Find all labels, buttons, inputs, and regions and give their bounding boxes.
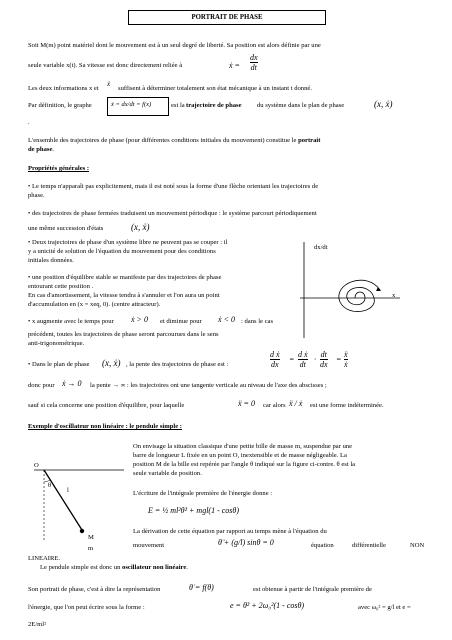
xdot-positive-eq: ẋ > 0 — [131, 315, 148, 324]
pendulum-p1-line4: seule variable de position. — [133, 470, 202, 477]
intro-line1: Soit M(m) point matériel dont le mouvement est à un seul degré de liberté. Sa position est alors définie par une — [28, 42, 321, 49]
intro-line2: seule variable x(t). Sa vitesse est donc directement reliée à — [28, 62, 183, 69]
intro-line3b: suffisent à déterminer totalement son état mécanique à un instant t donné. — [118, 85, 312, 92]
property-7a: donc pour — [28, 382, 55, 389]
property-5-line3: anti-trigonométrique. — [28, 340, 85, 347]
intro-bold-trajectoire: trajectoire de phase — [186, 102, 242, 109]
property-4-line2: entourant cette position . — [28, 283, 94, 290]
pendulum-label-M: M — [88, 534, 94, 541]
pendulum-p3-end: LINEAIRE. — [28, 555, 61, 562]
velocity-eq-fraction — [250, 53, 258, 72]
pendulum-label-m: m — [88, 545, 94, 552]
property-2-line2: une même succession d'états — [28, 225, 104, 232]
intro-line5: L'ensemble des trajectoires de phase (pour différentes conditions initiales du mouvement) constitue le portrait — [28, 137, 321, 144]
slope-times: · — [314, 355, 316, 364]
spiral-trajectory — [339, 280, 380, 311]
slope-fraction-3: dt dx — [320, 350, 328, 369]
slope-equals-2: = — [336, 355, 342, 364]
pendulum-p3-line1: La dérivation de cette équation par rapport au temps mène à l'équation du — [133, 528, 327, 535]
xddot-over-xdot: ẍ / ẋ — [289, 399, 303, 408]
footer-line1a: Son portrait de phase, c'est à dire la représentation — [28, 586, 161, 593]
property-3-line2: y a unicité de solution de l'équation du mouvement pour des conditions — [28, 248, 216, 255]
motion-equation: θ̈ + (g/l) sinθ = 0 — [218, 538, 274, 547]
property-5-line2: précédent, toutes les trajectoires de phase seront parcourues dans le sens — [28, 331, 219, 338]
property-6a: • Dans le plan de phase — [28, 361, 90, 368]
xdot-to-zero-eq: ẋ → 0 — [62, 379, 82, 388]
phase-plot-ylabel: dx/dt — [314, 244, 328, 251]
pendulum-p3-equation: équation — [311, 542, 334, 549]
property-4-line4: d'accumulation en (x = xeq, 0). (centre attracteur). — [28, 301, 161, 308]
footer-phase-eq: θ̇ = f(θ) — [189, 583, 214, 592]
graph-definition-box — [107, 97, 169, 116]
footer-line1b: est obtenue à partir de l'intégrale première de — [253, 586, 372, 593]
pendulum-label-O: O — [34, 462, 39, 469]
pendulum-figure — [34, 452, 129, 544]
slope-equals-1: = — [289, 355, 295, 364]
footer-line2b: avec ω₀² = g/l et e = — [358, 604, 411, 611]
velocity-eq-den: dt — [250, 63, 257, 72]
intro-line4b: est la — [171, 102, 185, 109]
pendulum-heading: Exemple d'oscillateur non linéaire : le pendule simple : — [28, 423, 182, 430]
pendulum-p3-differentielle: différentielle — [352, 542, 386, 549]
pendulum-label-theta: θ — [48, 482, 52, 489]
property-7b: la pente → ∞ : les trajectoires ont une tangente verticale au niveau de l'axe des abscisses ; — [90, 382, 327, 389]
slope-fraction-1: d ẋ dx — [270, 350, 280, 369]
phase-plot-xlabel: x — [392, 292, 396, 299]
property-4-line1: • une position d'équilibre stable se manifeste par des trajectoires de phase — [28, 274, 222, 281]
phase-portrait-figure — [292, 240, 404, 340]
intro-line6: de phase. — [28, 146, 55, 153]
property-1-line2: phase. — [28, 192, 45, 199]
intro-line4a: Par définition, le graphe — [28, 102, 92, 109]
page-title: PORTRAIT DE PHASE — [128, 10, 326, 25]
property-6b: , la pente des trajectoires de phase est : — [126, 361, 229, 368]
footer-line2a: l'énergie, que l'on peut écrire sous la forme : — [28, 604, 145, 611]
phase-plane-symbol-2: (x, ẋ) — [102, 358, 121, 368]
footer-line3: 2E/ml² — [28, 621, 47, 628]
property-8b: car alors — [263, 402, 286, 409]
pendulum-p2: L'écriture de l'intégrale première de l'énergie donne : — [133, 490, 273, 497]
intro-dot: . — [28, 119, 30, 126]
footer-energy-eq: e = θ̇² + 2ω₀²(1 - cosθ) — [230, 601, 305, 610]
xddot-zero-eq: ẍ = 0 — [238, 399, 255, 408]
pendulum-p3-mouvement: mouvement — [133, 542, 165, 549]
property-1-line1: • Le temps n'apparaît pas explicitement, mais il est noté sous la forme d'une flèche orientant les trajectoires de — [28, 183, 319, 190]
xdot-negative-eq: ẋ < 0 — [218, 315, 235, 324]
pendulum-p1-line1: On envisage la situation classique d'une petite bille de masse m, suspendue par une — [133, 443, 353, 450]
velocity-eq-num: dx — [250, 53, 258, 62]
pendulum-label-l: l — [67, 487, 69, 494]
properties-heading: Propriétés générales : — [28, 165, 90, 172]
property-5-line1c: : dans le cas — [241, 318, 274, 325]
velocity-eq-left: ẋ = — [229, 61, 240, 70]
property-3-line1: • Deux trajectoires de phase d'un système libre ne peuvent pas se couper : il — [28, 239, 228, 246]
slope-fraction-4: ẍ ẋ — [344, 350, 348, 369]
state-symbol: (x, ẋ) — [131, 222, 150, 232]
property-5-line1b: et diminue pour — [160, 318, 202, 325]
phase-plane-symbol: (x, ẋ) — [374, 99, 393, 109]
graph-definition-eq: ẋ = dx/dt = f(x) — [111, 101, 152, 108]
property-5-line1a: • x augmente avec le temps pour — [28, 318, 114, 325]
pendulum-p1-line3: position M de la bille est repérée par l'angle θ indiqué sur la figure ci-contre. θ est la — [133, 461, 356, 468]
pendulum-p4: Le pendule simple est donc un oscillateur non linéaire. — [40, 564, 188, 571]
property-4-line3: En cas d'amortissement, la vitesse tendra à s'annuler et l'on aura un point — [28, 292, 220, 299]
property-3-line3: initiales données. — [28, 257, 74, 264]
intro-line4c: du système dans le plan de phase — [257, 102, 345, 109]
slope-fraction-2: d ẋ dt — [298, 350, 308, 369]
pendulum-rod — [44, 470, 82, 530]
xdot-symbol: ẋ — [107, 80, 111, 88]
energy-equation: E = ½ ml²θ̇² + mgl(1 - cosθ) — [148, 506, 239, 515]
property-8a: sauf si cela concerne une position d'équilibre, pour laquelle — [28, 402, 185, 409]
pendulum-p1-line2: barre de longueur L fixée en un point O, inextensible et de masse négligeable. La — [133, 452, 347, 459]
pendulum-p3-non: NON — [410, 542, 425, 549]
property-2-line1: • des trajectoires de phase fermées traduisent un mouvement périodique : le système parcourt périodiquement — [28, 210, 317, 217]
pendulum-bob — [80, 529, 84, 533]
property-8c: est une forme indéterminée. — [310, 402, 384, 409]
intro-line3a: Les deux informations x et — [28, 85, 99, 92]
